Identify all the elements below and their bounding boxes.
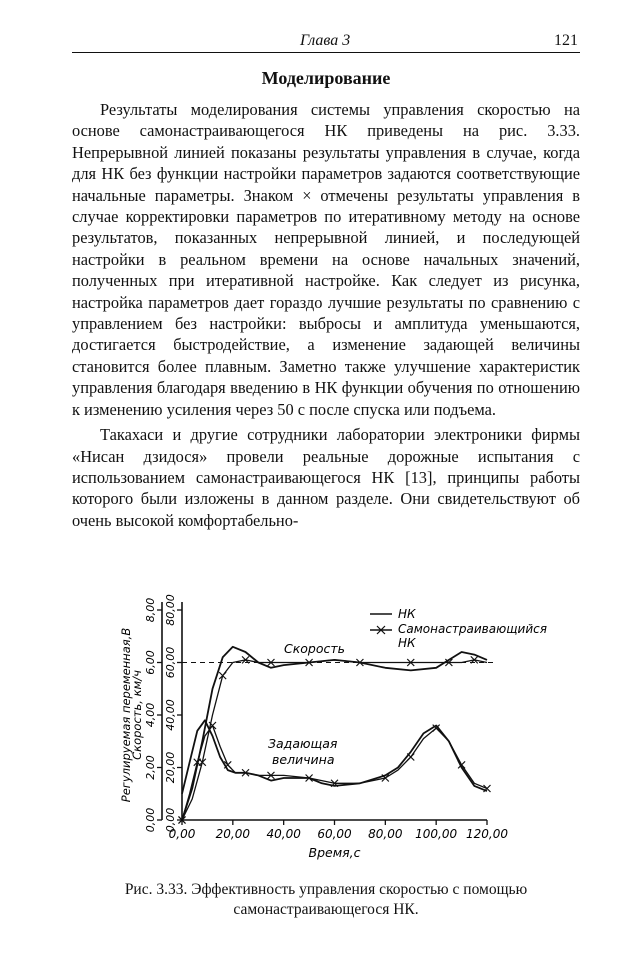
x-tick-label: 120,00 [466,827,508,841]
y-tick-label-right: 80,00 [164,594,177,626]
body-text [72,99,580,531]
paragraph-1: Результаты моделирования системы управления скоростью на основе самонастраивающегося НК приведены на рис. 3.33. Непрерывной линией показаны результаты управления в случае, когда для НК без функции настройки параметров задаются соответствующие начальные параметры. Знаком × отмечены результаты управления в случае корректировки параметров по итеративному методу на основе результатов, показанных непрерывной линией, и последующей настройки в реальном времени на основе начальных значений, полученных при итеративной настройке. Как следует из рисунка, настройка параметров дает гораздо лучшие результаты по сравнению с управлением без настройки: выбросы и амплитуда уменьшаются, достигается быстродействие, а изменение задающей величины становится более плавным. Заметно также улучшение характеристик управления благодаря введению в НК функции обучения по отношению к изменению усиления через 50 с после спуска или подъема. [72,100,580,419]
y-axis-label-right: Скорость, км/ч [130,670,144,760]
y-tick-label-left: 0,00 [144,807,157,833]
x-tick-label: 20,00 [215,827,251,841]
speed-curve-label: Скорость [284,641,346,656]
page-number: 121 [554,32,578,49]
y-axis-label-left: Регулируемая переменная,В [119,627,133,803]
reference-curve-label-2: величина [272,752,335,767]
paragraph-2: Такахаси и другие сотрудники лаборатории электроники фирмы «Нисан дзидося» провели реальные дорожные испытания с использованием самонастраивающегося НК [13], принципы работы которого были изложены в данном разделе. Они свидетельствуют об очень высокой комфортабельно- [72,425,580,530]
legend-label-selftuning-2: НК [398,636,416,650]
y-tick-label-right: 60,00 [164,646,177,679]
y-tick-label-left: 6,00 [144,650,157,675]
speed-control-chart [112,590,552,860]
x-tick-label: 100,00 [415,827,458,841]
reference-curve-label-1: Задающая [268,736,338,751]
y-tick-label-left: 4,00 [144,702,157,728]
figure-caption: Рис. 3.33. Эффективность управления скоростью с помощью самонастраивающегося НК. [124,881,528,918]
y-tick-label-left: 2,00 [144,755,157,780]
series-marker [407,754,414,761]
x-tick-label: 60,00 [317,827,352,841]
x-tick-label: 0,00 [168,827,196,841]
y-tick-label-right: 0,00 [164,807,177,833]
x-tick-label: 40,00 [266,827,301,841]
legend-label-nk: НК [398,607,416,621]
chapter-title: Глава 3 [300,32,351,49]
legend-label-selftuning-1: Самонастраивающийся [398,622,547,636]
x-tick-label: 80,00 [368,827,403,841]
figure-3-33 [112,590,552,860]
y-tick-label-left: 8,00 [144,597,157,623]
y-tick-label-right: 20,00 [164,751,177,784]
section-title: Моделирование [261,68,391,88]
y-tick-label-right: 40,00 [164,699,177,731]
x-axis-label: Время,с [308,845,361,860]
running-header [72,30,580,53]
